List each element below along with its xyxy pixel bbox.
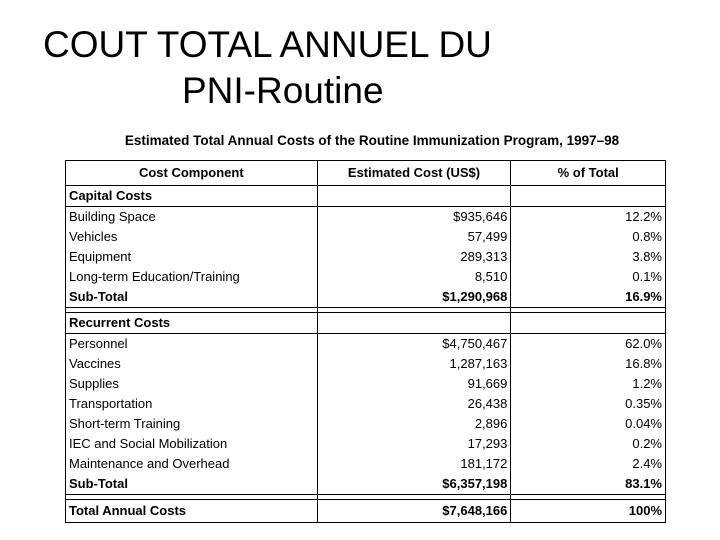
estimated-cost-cell: 2,896 (317, 414, 511, 434)
table-row (66, 334, 666, 355)
section-capital-costs (66, 186, 666, 207)
percent-cell: 1.2% (511, 374, 666, 394)
slide-title (0, 22, 600, 114)
cost-component-cell: Maintenance and Overhead (66, 454, 318, 474)
estimated-cost-cell: 1,287,163 (317, 354, 511, 374)
total-annual-costs-row (66, 500, 666, 523)
percent-cell: 0.1% (511, 267, 666, 287)
recurrent-subtotal-row (66, 474, 666, 495)
total-percent: 100% (511, 500, 666, 523)
subtotal-percent: 16.9% (511, 287, 666, 308)
table-row (66, 374, 666, 394)
cost-component-cell: Vaccines (66, 354, 318, 374)
table-row (66, 267, 666, 287)
subtotal-cost: $1,290,968 (317, 287, 511, 308)
table-row (66, 247, 666, 267)
estimated-cost-cell: 289,313 (317, 247, 511, 267)
percent-cell: 0.04% (511, 414, 666, 434)
estimated-cost-cell: $935,646 (317, 207, 511, 228)
table-row (66, 354, 666, 374)
cost-table (65, 160, 666, 523)
percent-cell: 0.2% (511, 434, 666, 454)
slide-title-line-1: COUT TOTAL ANNUEL DU (43, 24, 492, 65)
cost-component-cell: IEC and Social Mobilization (66, 434, 318, 454)
table-row (66, 394, 666, 414)
cost-component-cell: Transportation (66, 394, 318, 414)
capital-subtotal-row (66, 287, 666, 308)
estimated-cost-cell: $4,750,467 (317, 334, 511, 355)
percent-cell: 12.2% (511, 207, 666, 228)
estimated-cost-cell: 57,499 (317, 227, 511, 247)
percent-cell: 0.35% (511, 394, 666, 414)
cost-component-cell: Vehicles (66, 227, 318, 247)
table-row (66, 434, 666, 454)
table-caption: Estimated Total Annual Costs of the Routine Immunization Program, 1997–98 (124, 133, 620, 148)
estimated-cost-cell: 181,172 (317, 454, 511, 474)
cost-component-cell: Personnel (66, 334, 318, 355)
percent-cell: 2.4% (511, 454, 666, 474)
total-label: Total Annual Costs (66, 500, 318, 523)
cost-component-cell: Equipment (66, 247, 318, 267)
header-percent-of-total: % of Total (511, 161, 666, 186)
cost-component-cell: Supplies (66, 374, 318, 394)
slide-title-line-2: PNI-Routine (182, 70, 384, 111)
subtotal-label: Sub-Total (66, 287, 318, 308)
estimated-cost-cell: 26,438 (317, 394, 511, 414)
table-row (66, 227, 666, 247)
subtotal-label: Sub-Total (66, 474, 318, 495)
table-header-row (66, 161, 666, 186)
estimated-cost-cell: 91,669 (317, 374, 511, 394)
estimated-cost-cell: 17,293 (317, 434, 511, 454)
table-row (66, 414, 666, 434)
cost-component-cell: Short-term Training (66, 414, 318, 434)
table-row (66, 207, 666, 228)
table-row (66, 454, 666, 474)
section-recurrent-costs (66, 313, 666, 334)
total-cost: $7,648,166 (317, 500, 511, 523)
percent-cell: 16.8% (511, 354, 666, 374)
subtotal-percent: 83.1% (511, 474, 666, 495)
header-cost-component: Cost Component (66, 161, 318, 186)
percent-cell: 3.8% (511, 247, 666, 267)
section-label: Recurrent Costs (66, 313, 318, 334)
cost-component-cell: Building Space (66, 207, 318, 228)
percent-cell: 62.0% (511, 334, 666, 355)
cost-component-cell: Long-term Education/Training (66, 267, 318, 287)
subtotal-cost: $6,357,198 (317, 474, 511, 495)
section-label: Capital Costs (66, 186, 318, 207)
estimated-cost-cell: 8,510 (317, 267, 511, 287)
header-estimated-cost: Estimated Cost (US$) (317, 161, 511, 186)
percent-cell: 0.8% (511, 227, 666, 247)
